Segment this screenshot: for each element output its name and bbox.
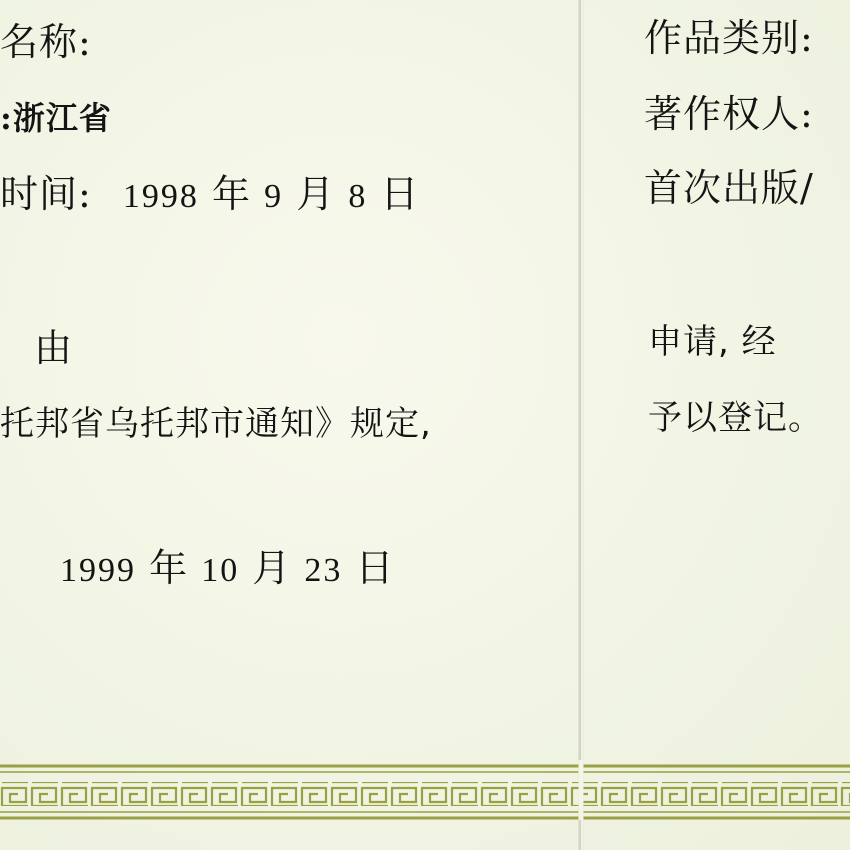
work-name-label: 名称: bbox=[0, 20, 92, 64]
right-panel bbox=[584, 0, 850, 850]
regulation-text: 托邦省乌托邦市通知》规定, bbox=[0, 404, 432, 444]
issue-date-row bbox=[60, 546, 395, 593]
date-year-unit: 年 bbox=[149, 546, 189, 590]
time-label: 时间: bbox=[0, 172, 92, 216]
completion-time-row bbox=[0, 172, 419, 219]
time-year-unit: 年 bbox=[212, 172, 252, 216]
date-day-unit: 日 bbox=[355, 546, 395, 590]
owner-label: 著作权人: bbox=[644, 92, 814, 136]
date-month-unit: 月 bbox=[252, 546, 292, 590]
province-value: 浙江省 bbox=[12, 99, 112, 137]
time-month: 9 bbox=[264, 178, 284, 215]
category-label: 作品类别: bbox=[644, 16, 814, 60]
date-month: 10 bbox=[201, 552, 240, 589]
province-text: :浙江省 bbox=[0, 99, 112, 137]
by-text: 由 bbox=[34, 326, 74, 370]
apply-text: 申请, 经 bbox=[648, 322, 777, 362]
date-day: 23 bbox=[304, 552, 343, 589]
date-year: 1999 bbox=[60, 552, 136, 589]
time-day: 8 bbox=[348, 178, 368, 215]
greek-key-border bbox=[0, 760, 850, 820]
register-text: 予以登记。 bbox=[648, 398, 823, 438]
time-year: 1998 bbox=[122, 178, 199, 215]
time-day-unit: 日 bbox=[380, 172, 420, 216]
first-publish-label: 首次出版/ bbox=[644, 166, 814, 210]
time-month-unit: 月 bbox=[296, 172, 336, 216]
